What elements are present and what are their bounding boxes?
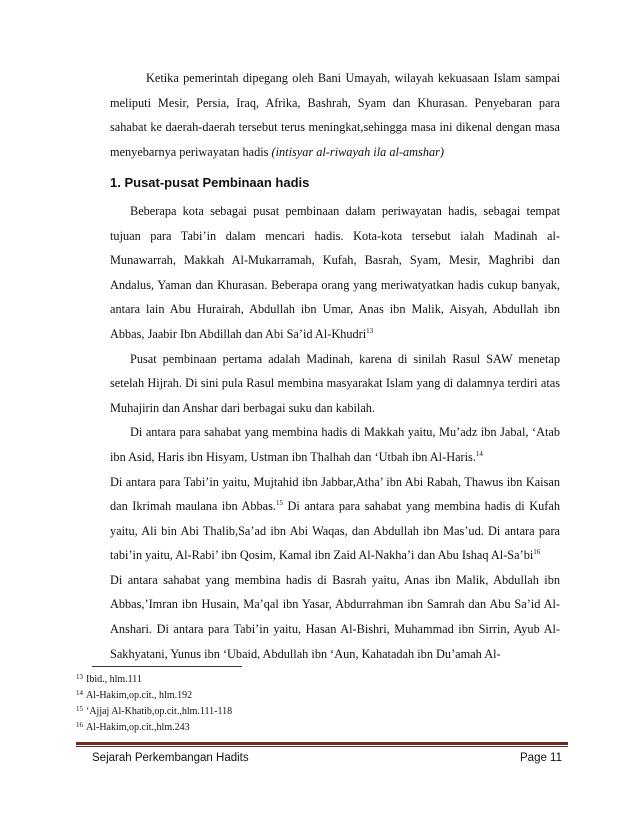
footer-rule-thick xyxy=(76,742,568,745)
footnote-16 xyxy=(76,720,232,736)
footnote-separator xyxy=(92,666,242,667)
footnote-15 xyxy=(76,704,232,720)
paragraph-1-text: Beberapa kota sebagai pusat pembinaan dalam periwayatan hadis, sebagai tempat tujuan para Tabi’in dalam mencari hadis. Kota-kota tersebut ialah Madinah al-Munawarrah, Makkah Al-Mukarramah, Kufah, Basrah, Syam, Mesir, Maghribi dan Andalus, Yaman dan Khurasan. Beberapa orang yang meriwatyatkan hadis cukup banyak, antara lain Abu Hurairah, Abdullah ibn Umar, Anas ibn Malik, Aisyah, Abdullah ibn Abbas, Jaabir Ibn Abdillah dan Abi Sa’id Al-Khudri xyxy=(110,203,560,341)
paragraph-2: Pusat pembinaan pertama adalah Madinah, karena di sinilah Rasul SAW menetap setelah Hijrah. Di sini pula Rasul membina masyarakat Islam yang di dalamnya terdiri atas Muhajirin dan Anshar dari berbagai suku dan kabilah. xyxy=(110,351,560,415)
footnote-text: Al-Hakim,op.cit., hlm.192 xyxy=(86,690,193,701)
footnote-number: 15 xyxy=(76,705,83,713)
footnotes xyxy=(76,672,232,736)
page-number: Page 11 xyxy=(520,752,562,764)
section-heading: 1. Pusat-pusat Pembinaan hadis xyxy=(110,175,310,191)
paragraph-4-text-2: Di antara para sahabat yang membina hadis di Kufah yaitu, Ali bin Abi Thalib,Sa’ad ibn Abi Waqas, dan Abdullah ibn Mas’ud. Di antara para tabi’in yaitu, Al-Rabi’ ibn Qosim, Kamal ibn Zaid Al-Nakha’i dan Abu Ishaq Al-Sa’bi xyxy=(110,499,560,563)
footnote-ref-13[interactable]: 13 xyxy=(366,326,374,335)
footnote-ref-16[interactable]: 16 xyxy=(533,548,541,557)
footnote-text: Al-Hakim,op.cit.,hlm.243 xyxy=(86,722,190,733)
intro-paragraph xyxy=(110,66,560,164)
body-text xyxy=(110,66,560,666)
footnote-number: 13 xyxy=(76,673,83,681)
footnote-number: 16 xyxy=(76,721,83,729)
footer-rule-thin xyxy=(76,746,568,747)
intro-text: Ketika pemerintah dipegang oleh Bani Umayah, wilayah kekuasaan Islam sampai meliputi Mesir, Persia, Iraq, Afrika, Bashrah, Syam dan Khurasan. Penyebaran para sahabat ke daerah-daerah tersebut terus meningkat,sehingga masa ini dikenal dengan masa menyebarnya periwayatan hadis xyxy=(110,71,560,159)
footer-title: Sejarah Perkembangan Hadits xyxy=(92,752,249,764)
footnote-text: ‘Ajjaj Al-Khatib,op.cit.,hlm.111-118 xyxy=(86,706,233,717)
paragraph-4 xyxy=(110,470,560,568)
footnote-number: 14 xyxy=(76,689,83,697)
footnote-ref-15[interactable]: 15 xyxy=(275,499,283,508)
intro-italic-term: (intisyar al-riwayah ila al-amshar) xyxy=(271,144,444,159)
paragraph-3 xyxy=(110,420,560,469)
footnote-text: Ibid., hlm.111 xyxy=(86,674,142,685)
paragraph-1 xyxy=(110,199,560,347)
paragraph-4-text: Di antara para Tabi’in yaitu, Mujtahid ibn Jabbar,Atha’ ibn Abi Rabah, Thawus ibn Kaisan dan Ikrimah maulana ibn Abbas. xyxy=(110,474,560,514)
paragraph-3-text: Di antara para sahabat yang membina hadis di Makkah yaitu, Mu’adz ibn Jabal, ‘Atab ibn Asid, Haris ibn Hisyam, Ustman ibn Thalhah dan ‘Utbah ibn Al-Haris. xyxy=(110,425,560,464)
footnote-13 xyxy=(76,672,232,688)
footnote-14 xyxy=(76,688,232,704)
paragraph-5: Di antara sahabat yang membina hadis di Basrah yaitu, Anas ibn Malik, Abdullah ibn Abbas,’Imran ibn Husain, Ma’qal ibn Yasar, Abdurrahman ibn Samrah dan Abu Sa’id Al-Anshari. Di antara para Tabi’in yaitu, Hasan Al-Bishri, Muhammad ibn Sirrin, Ayub Al-Sakhyatani, Yunus ibn ‘Ubaid, Abdullah ibn ‘Aun, Kahatadah ibn Du’amah Al- xyxy=(110,572,560,661)
footnote-ref-14[interactable]: 14 xyxy=(475,449,483,458)
